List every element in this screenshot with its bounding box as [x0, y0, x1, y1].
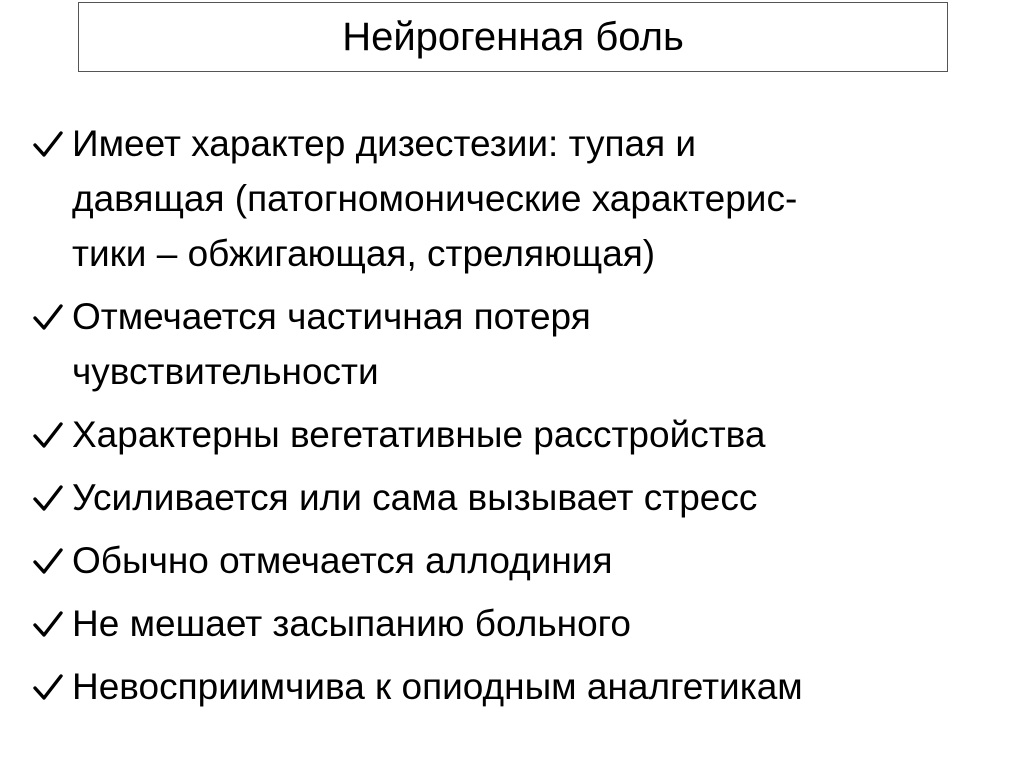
checkmark-icon: [32, 289, 72, 344]
list-item-text: Отмечается частичная потеря чувствительности: [72, 296, 591, 392]
bullet-list: [32, 116, 992, 722]
list-item: [32, 659, 992, 714]
checkmark-icon: [32, 116, 72, 171]
list-item-text: Обычно отмечается аллодиния: [72, 540, 613, 581]
checkmark-icon: [32, 659, 72, 714]
list-item: [32, 116, 992, 281]
checkmark-icon: [32, 407, 72, 462]
slide-title-box: [78, 2, 948, 72]
list-item: [32, 407, 992, 462]
list-item-text: Невосприимчива к опиодным аналгетикам: [72, 666, 803, 707]
list-item: [32, 596, 992, 651]
list-item-text: Характерны вегетативные расстройства: [72, 414, 766, 455]
list-item: [32, 533, 992, 588]
list-item-text: Имеет характер дизестезии: тупая и давящая (патогномонические характерис- тики – обжигающая, стреляющая): [72, 123, 798, 274]
list-item-text: Не мешает засыпанию больного: [72, 603, 631, 644]
list-item: [32, 470, 992, 525]
list-item: [32, 289, 992, 399]
checkmark-icon: [32, 470, 72, 525]
checkmark-icon: [32, 533, 72, 588]
slide-title: Нейрогенная боль: [342, 15, 684, 59]
checkmark-icon: [32, 596, 72, 651]
list-item-text: Усиливается или сама вызывает стресс: [72, 477, 758, 518]
